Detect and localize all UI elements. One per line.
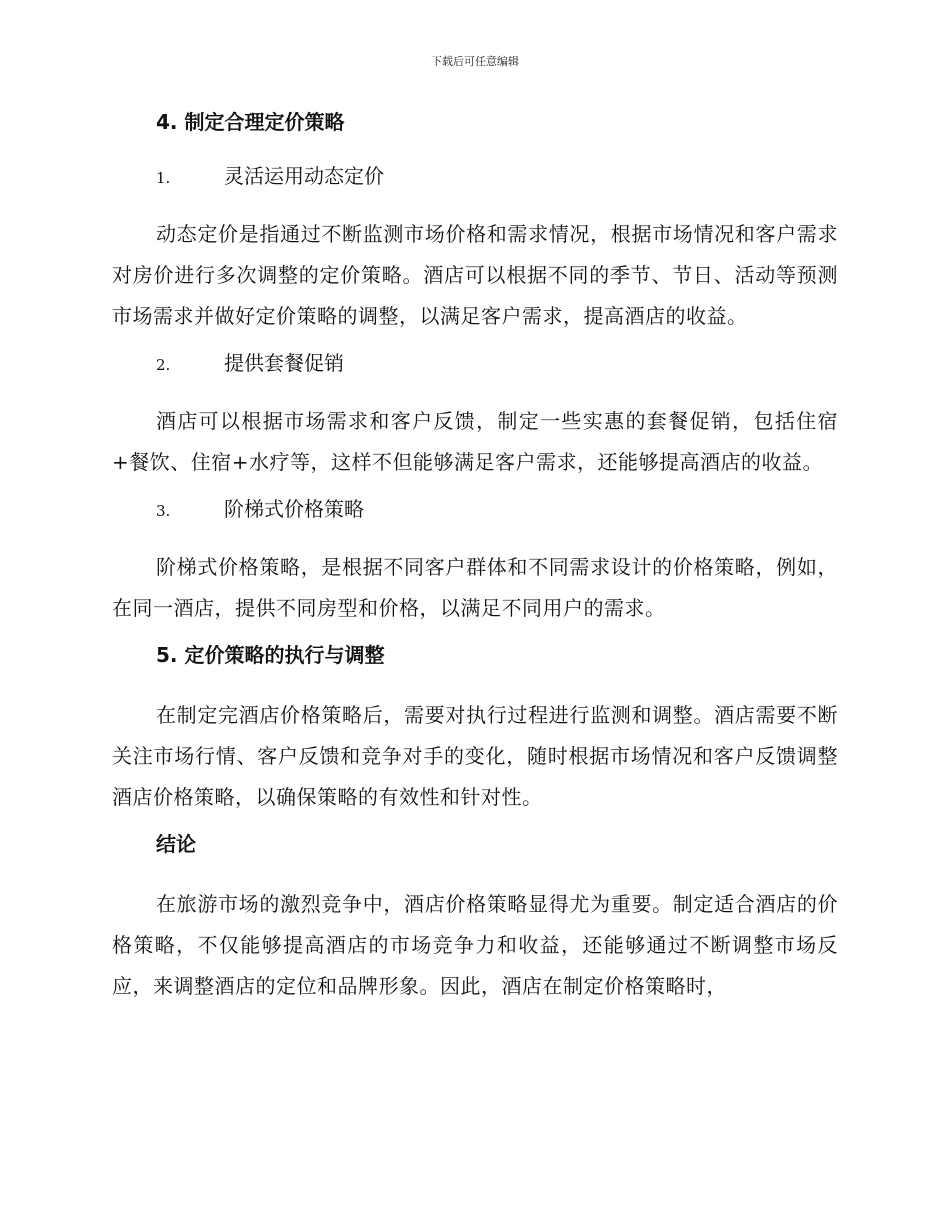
subheading-title: 灵活运用动态定价 xyxy=(224,164,384,188)
item-number: 1. xyxy=(156,169,171,187)
subheading-dynamic-pricing xyxy=(112,162,838,192)
section-heading-pricing-strategy: 4. 制定合理定价策略 xyxy=(156,110,345,134)
paragraph-package-promotion: 酒店可以根据市场需求和客户反馈，制定一些实惠的套餐促销，包括住宿+餐饮、住宿+水疗等，这样不但能够满足客户需求，还能够提高酒店的收益。 xyxy=(112,409,838,474)
item-number: 3. xyxy=(156,502,171,520)
paragraph-execution-adjustment: 在制定完酒店价格策略后，需要对执行过程进行监测和调整。酒店需要不断关注市场行情、客户反馈和竞争对手的变化，随时根据市场情况和客户反馈调整酒店价格策略，以确保策略的有效性和针对性。 xyxy=(112,703,838,809)
page-header: 下载后可任意编辑 xyxy=(431,55,519,68)
item-number: 2. xyxy=(156,356,171,374)
paragraph-dynamic-pricing: 动态定价是指通过不断监测市场价格和需求情况，根据市场情况和客户需求对房价进行多次调整的定价策略。酒店可以根据不同的季节、节日、活动等预测市场需求并做好定价策略的调整，以满足客户需求，提高酒店的收益。 xyxy=(112,222,838,328)
subheading-title: 阶梯式价格策略 xyxy=(224,497,364,521)
paragraph-tiered-pricing: 阶梯式价格策略，是根据不同客户群体和不同需求设计的价格策略，例如，在同一酒店，提供不同房型和价格，以满足不同用户的需求。 xyxy=(112,555,838,620)
section-heading-conclusion: 结论 xyxy=(156,832,196,856)
subheading-package-promotion xyxy=(112,349,838,379)
paragraph-conclusion: 在旅游市场的激烈竞争中，酒店价格策略显得尤为重要。制定适合酒店的价格策略，不仅能够提高酒店的市场竞争力和收益，还能够通过不断调整市场反应，来调整酒店的定位和品牌形象。因此，酒店在制定价格策略时， xyxy=(112,892,838,998)
document-body xyxy=(112,108,838,1019)
section-heading-execution-adjustment: 5. 定价策略的执行与调整 xyxy=(156,643,385,667)
subheading-title: 提供套餐促销 xyxy=(224,351,344,375)
subheading-tiered-pricing xyxy=(112,495,838,525)
